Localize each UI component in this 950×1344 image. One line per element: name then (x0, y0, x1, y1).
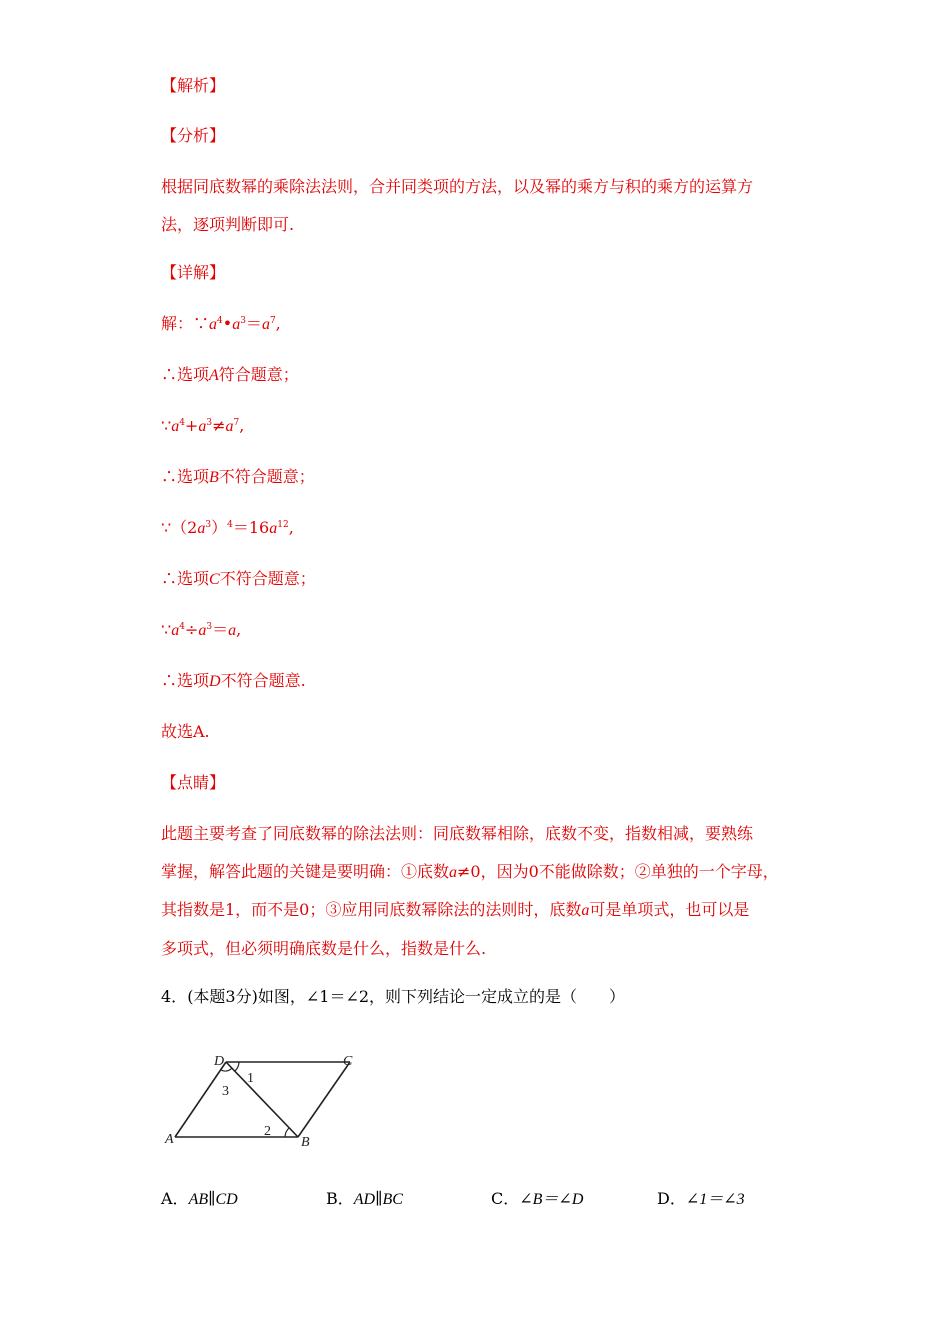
option-b[interactable]: B．AD∥BC (326, 1189, 403, 1208)
label-angle-3: 3 (222, 1084, 229, 1099)
diagonal-db (226, 1062, 298, 1137)
comment-line-1: 此题主要考查了同底数幂的除法法则：同底数幂相除，底数不变，指数相减，要熟练 (161, 824, 754, 843)
heading-jiexi: 【解析】 (161, 76, 226, 95)
answer-options (161, 1186, 801, 1210)
solution-step-4-prefix: ∴选项 (161, 467, 210, 486)
label-c: C (343, 1054, 353, 1069)
label-angle-2: 2 (264, 1124, 271, 1139)
segment-ad (175, 1062, 226, 1137)
comment-line-3: 其指数是1，而不是0；③应用同底数幂除法的法则时，底数a可是单项式，也可以是 (161, 900, 750, 919)
solution-step-5-prefix: ∵（2 (161, 518, 198, 537)
comment-line-4: 多项式，但必须明确底数是什么，指数是什么. (161, 938, 487, 958)
solution-step-2-prefix: ∴选项 (161, 365, 210, 384)
question-number: 4． (161, 987, 188, 1006)
question-stem (161, 986, 625, 1008)
solution-step-7-prefix: ∵ (161, 620, 172, 639)
solution-step-3-prefix: ∵ (161, 416, 172, 435)
solution-step-2 (161, 364, 299, 387)
solution-step-1-prefix: 解：∵ (161, 314, 210, 333)
label-a: A (165, 1132, 174, 1147)
solution-step-4 (161, 466, 315, 489)
comment-paragraph (161, 815, 801, 967)
solution-step-7: $\because a^4\div a^3=a$, (161, 620, 242, 639)
comment-line-2: 掌握，解答此题的关键是要明确：①底数a≠0，因为0不能做除数；②单独的一个字母， (161, 861, 779, 881)
angle-1-arc (235, 1062, 239, 1071)
solution-conclusion: 故选A. (161, 722, 210, 741)
solution-step-3: $\because a^4+a^3\ne a^7$, (161, 416, 245, 435)
label-d: D (214, 1054, 225, 1069)
solution-step-1: 解：$\because a^4•a^3=a^7$, (161, 314, 281, 333)
question-text: (本题3分)如图，∠1＝∠2，则下列结论一定成立的是（ ） (187, 987, 626, 1006)
option-c[interactable]: C．∠B＝∠D (491, 1189, 584, 1208)
option-letter-b: B (209, 469, 219, 486)
parallelogram-figure (160, 1048, 360, 1152)
option-letter-d: D (209, 673, 221, 690)
option-letter-a: A (209, 367, 219, 384)
solution-step-8 (161, 670, 306, 693)
option-a[interactable]: A．AB∥CD (161, 1189, 238, 1208)
option-d[interactable]: D．∠1＝∠3 (657, 1189, 745, 1208)
solution-step-5: $\because(2a^3)^4=16a^{12}$, (161, 518, 294, 537)
analysis-line-2: 法，逐项判断即可. (161, 214, 295, 234)
option-letter-c: C (209, 571, 220, 588)
solution-step-4-suffix: 不符合题意； (218, 467, 315, 486)
solution-step-8-prefix: ∴选项 (161, 671, 210, 690)
heading-dianjing: 【点睛】 (161, 773, 226, 792)
solution-step-6 (161, 568, 316, 591)
label-angle-1: 1 (247, 1071, 254, 1086)
solution-step-2-suffix: 符合题意； (218, 365, 299, 384)
angle-2-arc (285, 1128, 289, 1137)
label-b: B (301, 1135, 310, 1150)
analysis-line-1: 根据同底数幂的乘除法法则，合并同类项的方法，以及幂的乘方与积的乘方的运算方 (161, 177, 754, 196)
heading-xiangjie: 【详解】 (161, 263, 226, 282)
analysis-paragraph (161, 168, 801, 243)
solution-step-8-suffix: 不符合题意. (220, 671, 306, 690)
solution-step-6-prefix: ∴选项 (161, 569, 210, 588)
solution-step-6-suffix: 不符合题意； (219, 569, 316, 588)
heading-fenxi: 【分析】 (161, 126, 226, 145)
segment-bc (298, 1062, 350, 1137)
